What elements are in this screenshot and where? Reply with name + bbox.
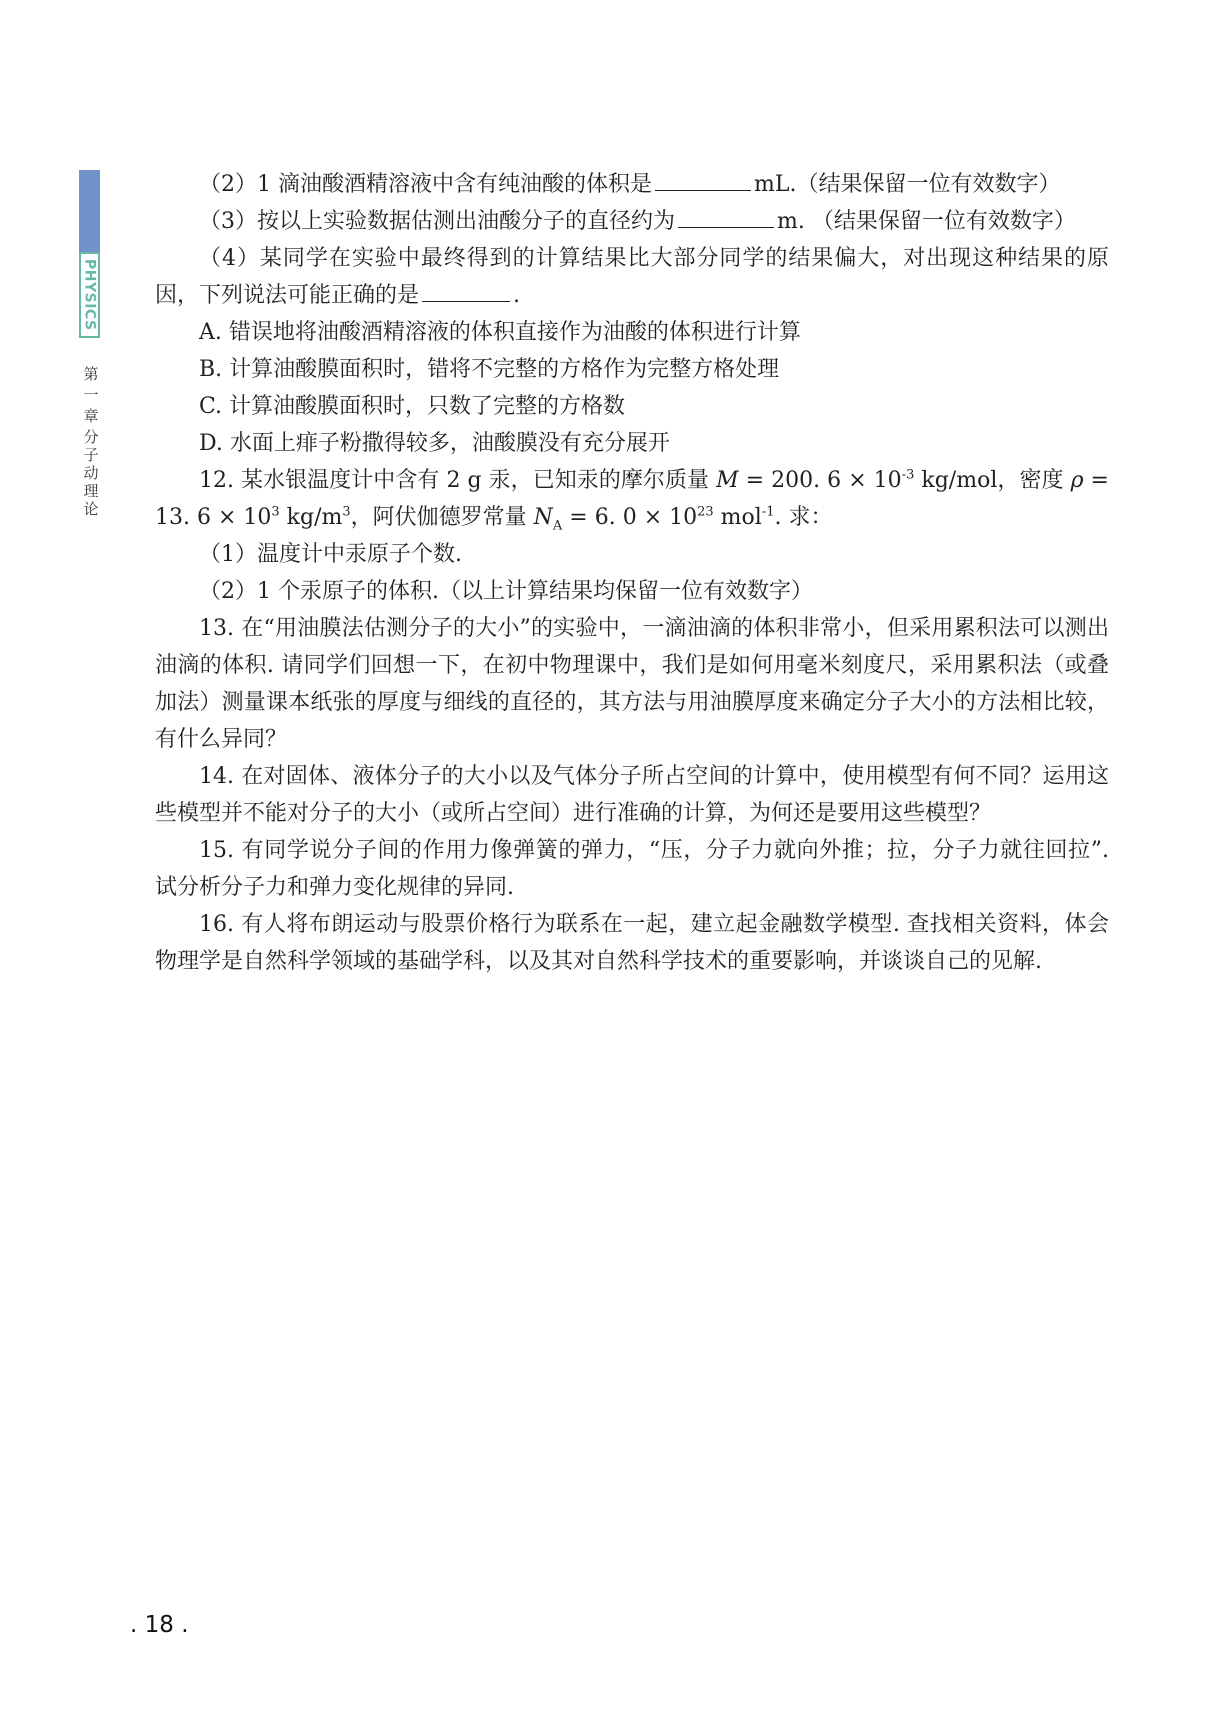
page-number: . 18 . (130, 1612, 189, 1638)
option-b: B. 计算油酸膜面积时，错将不完整的方格作为完整方格处理 (199, 357, 780, 382)
option-a: A. 错误地将油酸酒精溶液的体积直接作为油酸的体积进行计算 (199, 320, 801, 345)
option-c: C. 计算油酸膜面积时，只数了完整的方格数 (199, 394, 626, 419)
answer-blank (422, 279, 510, 302)
question-2: （2）1 滴油酸酒精溶液中含有纯油酸的体积是 mL.（结果保留一位有效数字） (155, 166, 1109, 203)
option-d: D. 水面上痱子粉撒得较多，油酸膜没有充分展开 (199, 431, 670, 456)
answer-blank (678, 205, 774, 228)
chapter-title: 分子动理论 (83, 428, 99, 518)
question-14: 14. 在对固体、液体分子的大小以及气体分子所占空间的计算中，使用模型有何不同？运用这些模型并不能对分子的大小（或所占空间）进行准确的计算，为何还是要用这些模型？ (155, 764, 1109, 826)
question-3: （3）按以上实验数据估测出油酸分子的直径约为 m. （结果保留一位有效数字） (155, 203, 1109, 240)
question-12: 12. 某水银温度计中含有 2 g 汞，已知汞的摩尔质量 M = 200. $6 \times 10^{-3}$ kg/mol，密度 ρ = 13. $6 \times 10^3$ $kg/m^3$，阿伏伽德罗常量 $N_A = 6$. $0 \times 10^{23}$ mol$^{-1}$. 求： (155, 467, 1109, 534)
question-12-part-2: （2）1 个汞原子的体积.（以上计算结果均保留一位有效数字） (199, 579, 813, 604)
question-12-part-1: （1）温度计中汞原子个数. (199, 542, 462, 567)
answer-blank (655, 168, 751, 191)
question-15: 15. 有同学说分子间的作用力像弹簧的弹力，“压，分子力就向外推；拉，分子力就往回拉”. 试分析分子力和弹力变化规律的异同. (155, 838, 1109, 900)
physics-tab (79, 252, 100, 338)
question-16: 16. 有人将布朗运动与股票价格行为联系在一起，建立起金融数学模型. 查找相关资料，体会物理学是自然科学领域的基础学科，以及其对自然科学技术的重要影响，并谈谈自己的见解. (155, 912, 1109, 974)
question-4: （4）某同学在实验中最终得到的计算结果比大部分同学的结果偏大，对出现这种结果的原因，下列说法可能正确的是 . (155, 246, 1109, 308)
physics-label: PHYSICS (81, 259, 98, 331)
chapter-label: 第一章 (83, 365, 99, 425)
question-13: 13. 在“用油膜法估测分子的大小”的实验中，一滴油滴的体积非常小，但采用累积法可以测出油滴的体积. 请同学们回想一下，在初中物理课中，我们是如何用毫米刻度尺，采用累积法（或叠加法）测量课本纸张的厚度与细线的直径的，其方法与用油膜厚度来确定分子大小的方法相比较，有什么异同？ (155, 616, 1109, 752)
exercise-content (155, 166, 1109, 980)
